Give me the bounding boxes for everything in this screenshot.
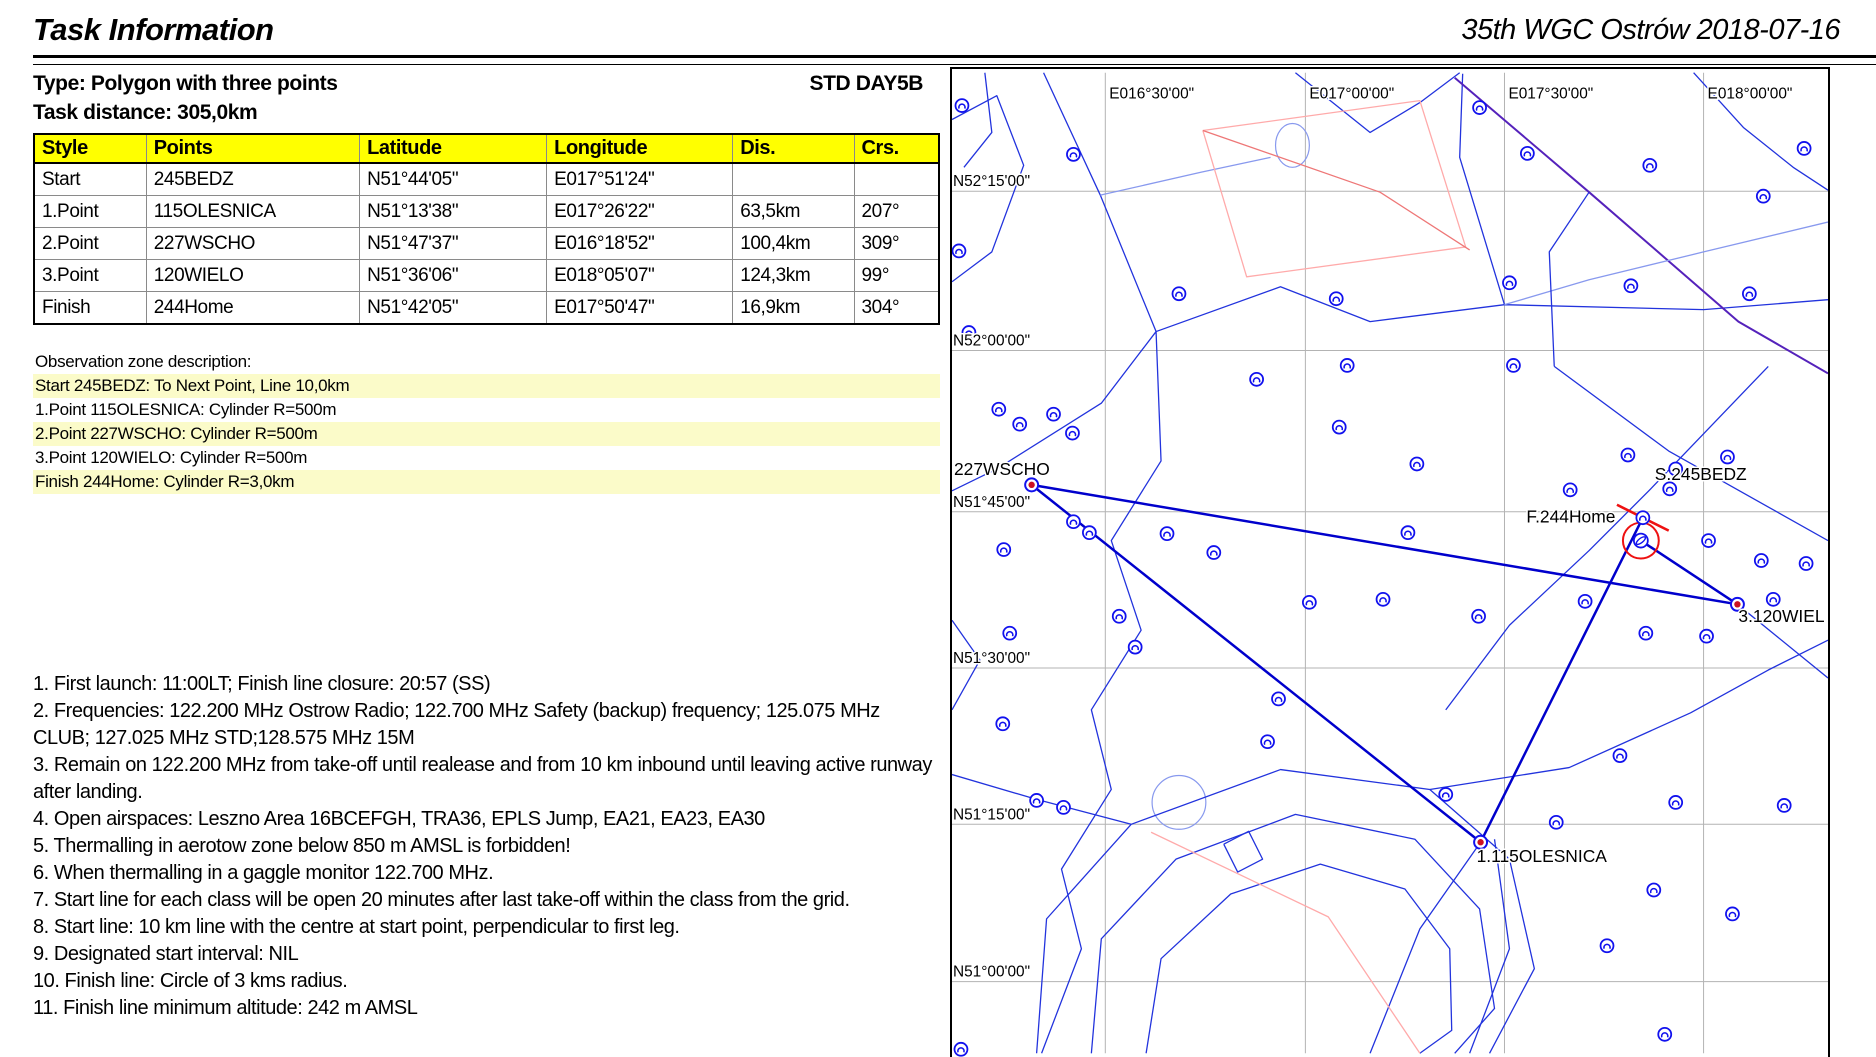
waypoint-marker [1798,142,1811,155]
observation-line: 1.Point 115OLESNICA: Cylinder R=500m [35,400,337,419]
table-row [34,260,939,292]
observation-line: 2.Point 227WSCHO: Cylinder R=500m [33,422,940,446]
cell: E017°26'22" [547,196,733,228]
turnpoint-dot [1028,482,1034,488]
cell: 244Home [146,292,359,325]
task-legs [1032,485,1738,842]
waypoint-marker [1647,884,1660,897]
waypoint-marker [1743,287,1756,300]
map-waypoint-label: 1.115OLESNICA [1476,846,1607,867]
note-item: 8. Start line: 10 km line with the centre at start point, perpendicular to first leg. [33,916,680,938]
waypoint-marker [1030,794,1043,807]
waypoint-marker [1643,159,1656,172]
waypoint-marker [1207,546,1220,559]
airspace-boundary [1455,78,1828,374]
waypoint-marker [954,1043,967,1056]
cell: 16,9km [733,292,854,325]
waypoint-marker [1341,359,1354,372]
airspace-boundary [1470,839,1510,1053]
col-course: Crs. [854,134,939,163]
observation-heading: Observation zone description: [35,352,252,371]
cell: N51°13'38" [360,196,547,228]
waypoint-marker [952,244,965,257]
table-row [34,292,939,325]
waypoint-marker [955,99,968,112]
waypoint-marker [1778,799,1791,812]
table-row [34,196,939,228]
map-lat-label: N51°15'00" [952,806,1031,824]
cell: E017°50'47" [547,292,733,325]
col-longitude: Longitude [547,134,733,163]
waypoint-marker [1636,511,1649,524]
note-item: 6. When thermalling in a gaggle monitor 122.700 MHz. [33,862,494,884]
waypoint-marker [1330,292,1343,305]
waypoint-marker [992,403,1005,416]
waypoint-marker [1272,692,1285,705]
table-row [34,163,939,196]
airspace-boundary [1100,157,1270,195]
airspace-boundary [1037,770,1535,1054]
cell: 115OLESNICA [146,196,359,228]
waypoint-marker [1261,735,1274,748]
airspace-boundary [1549,192,1589,366]
event-title: 35th WGC Ostrów 2018-07-16 [1461,14,1840,46]
cell: 100,4km [733,228,854,260]
note-item: 11. Finish line minimum altitude: 242 m AMSL [33,997,418,1019]
waypoint-marker [1613,749,1626,762]
airspace-boundary [1224,831,1263,872]
airspace-boundary [1370,842,1480,1053]
cell [854,163,939,196]
map-waypoint-label: F.244Home [1526,506,1616,527]
airspace-boundary [1151,832,1420,1053]
waypoint-marker [1726,907,1739,920]
observation-line: Finish 244Home: Cylinder R=3,0km [33,470,940,494]
task-distance: Task distance: 305,0km [33,101,258,124]
waypoint-marker [1113,610,1126,623]
waypoint-marker [1507,359,1520,372]
home-airfield-marker [1634,534,1648,548]
page-title: Task Information [33,12,274,47]
cell: Finish [34,292,146,325]
map-waypoint-label: 3.120WIEL [1738,606,1825,627]
waypoint-marker [1377,593,1390,606]
airspace-boundary [1203,101,1466,277]
observation-zone-block [33,350,940,494]
map-lat-label: N51°00'00" [952,963,1031,981]
cell: E016°18'52" [547,228,733,260]
map-lon-label: E018°00'00" [1707,85,1793,103]
waypoint-marker [1757,190,1770,203]
waypoint-marker [1700,630,1713,643]
waypoint-marker [1550,816,1563,829]
cell: 63,5km [733,196,854,228]
note-item: 2. Frequencies: 122.200 MHz Ostrow Radio; 122.700 MHz Safety (backup) frequency; 125.075 MHz CLUB; 127.025 MHz STD;128.575 MHz 15M [33,700,880,749]
cell: 207° [854,196,939,228]
task-type: Type: Polygon with three points [33,72,338,95]
task-type-row [33,72,923,96]
cell [733,163,854,196]
map-lat-label: N52°15'00" [952,173,1031,191]
map-lat-label: N51°45'00" [952,493,1031,511]
cell: N51°36'06" [360,260,547,292]
waypoint-marker [1067,148,1080,161]
cell: N51°44'05" [360,163,547,196]
cell: N51°42'05" [360,292,547,325]
waypoint-marker [1473,101,1486,114]
waypoint-marker [1624,279,1637,292]
col-latitude: Latitude [360,134,547,163]
waypoint-marker [1658,1028,1671,1041]
observation-line: 3.Point 120WIELO: Cylinder R=500m [35,448,308,467]
waypoint-marker [1410,457,1423,470]
col-distance: Dis. [733,134,854,163]
class-day-badge: STD DAY5B [809,72,923,95]
note-item: 9. Designated start interval: NIL [33,943,299,965]
note-item: 10. Finish line: Circle of 3 kms radius. [33,970,348,992]
airspace-boundary [1430,640,1828,789]
cell: E017°51'24" [547,163,733,196]
map-waypoint-label: S.245BEDZ [1654,463,1747,484]
waypoint-marker [1472,610,1485,623]
waypoint-marker [1521,147,1534,160]
airspace-boundary [1156,287,1828,332]
note-item: 3. Remain on 122.200 MHz from take-off until realease and from 10 km inbound until leaving active runway after landing. [33,754,932,803]
waypoint-marker [1401,526,1414,539]
cell: 309° [854,228,939,260]
airspace-boundary [1203,130,1470,249]
waypoint-marker [1172,287,1185,300]
note-item: 7. Start line for each class will be open 20 minutes after last take-off within the class from the grid. [33,889,850,911]
waypoint-marker [1161,527,1174,540]
waypoint-marker [1721,451,1734,464]
cell: 3.Point [34,260,146,292]
waypoint-marker [1333,421,1346,434]
waypoint-marker [1250,373,1263,386]
waypoint-marker [1755,554,1768,567]
cell: 124,3km [733,260,854,292]
note-item: 5. Thermalling in aerotow zone below 850 m AMSL is forbidden! [33,835,571,857]
airspace-circle [1276,124,1310,168]
cell: N51°47'37" [360,228,547,260]
cell: 1.Point [34,196,146,228]
map-lon-label: E016°30'00" [1109,85,1195,103]
waypoint-marker [1013,418,1026,431]
note-item: 4. Open airspaces: Leszno Area 16BCEFGH, TRA36, EPLS Jump, EA21, EA23, EA30 [33,808,765,830]
map-waypoint-label: 227WSCHO [953,458,1050,479]
airspace-circle [1152,776,1206,830]
col-style: Style [34,134,146,163]
airspace-boundary [952,73,1156,491]
notes-list [33,671,939,1022]
cell: 120WIELO [146,260,359,292]
task-map [950,67,1830,1057]
col-points: Points [146,134,359,163]
waypoint-marker [1439,788,1452,801]
cell: Start [34,163,146,196]
map-lon-label: E017°00'00" [1309,85,1395,103]
waypoint-marker [1564,483,1577,496]
cell: 304° [854,292,939,325]
table-row [34,228,939,260]
waypoint-marker [1601,939,1614,952]
waypoint-marker [1663,482,1676,495]
cell: 227WSCHO [146,228,359,260]
map-lat-label: N51°30'00" [952,650,1031,668]
waypoint-marker [1767,593,1780,606]
waypoint-marker [1057,801,1070,814]
waypoint-marker [996,717,1009,730]
task-table [33,133,940,325]
waypoint-marker [1503,276,1516,289]
waypoint-marker [1579,595,1592,608]
map-svg [952,69,1828,1057]
waypoint-marker [1083,526,1096,539]
waypoint-marker [1669,796,1682,809]
cell: 99° [854,260,939,292]
map-lat-label: N52°00'00" [952,332,1031,350]
waypoint-marker [1003,627,1016,640]
waypoint-marker [997,543,1010,556]
waypoint-marker [1047,408,1060,421]
airspace-boundary [1146,864,1452,1053]
note-item: 1. First launch: 11:00LT; Finish line closure: 20:57 (SS) [33,673,491,695]
map-lon-label: E017°30'00" [1508,85,1594,103]
cell: 245BEDZ [146,163,359,196]
waypoint-marker [1067,515,1080,528]
cell: E018°05'07" [547,260,733,292]
waypoint-marker [1800,557,1813,570]
waypoint-marker [1639,627,1652,640]
observation-line: Start 245BEDZ: To Next Point, Line 10,0km [33,374,940,398]
airspace-boundary [1446,366,1769,709]
header-rule [33,55,1876,65]
airspace-boundary [964,73,992,168]
turnpoint-dot [1477,839,1483,845]
waypoint-marker [1303,596,1316,609]
cell: 2.Point [34,228,146,260]
waypoint-marker [1129,641,1142,654]
waypoint-marker [1066,427,1079,440]
waypoint-marker [1702,534,1715,547]
table-header-row [34,134,939,163]
waypoint-marker [1621,449,1634,462]
airspace-boundary [1504,222,1828,305]
